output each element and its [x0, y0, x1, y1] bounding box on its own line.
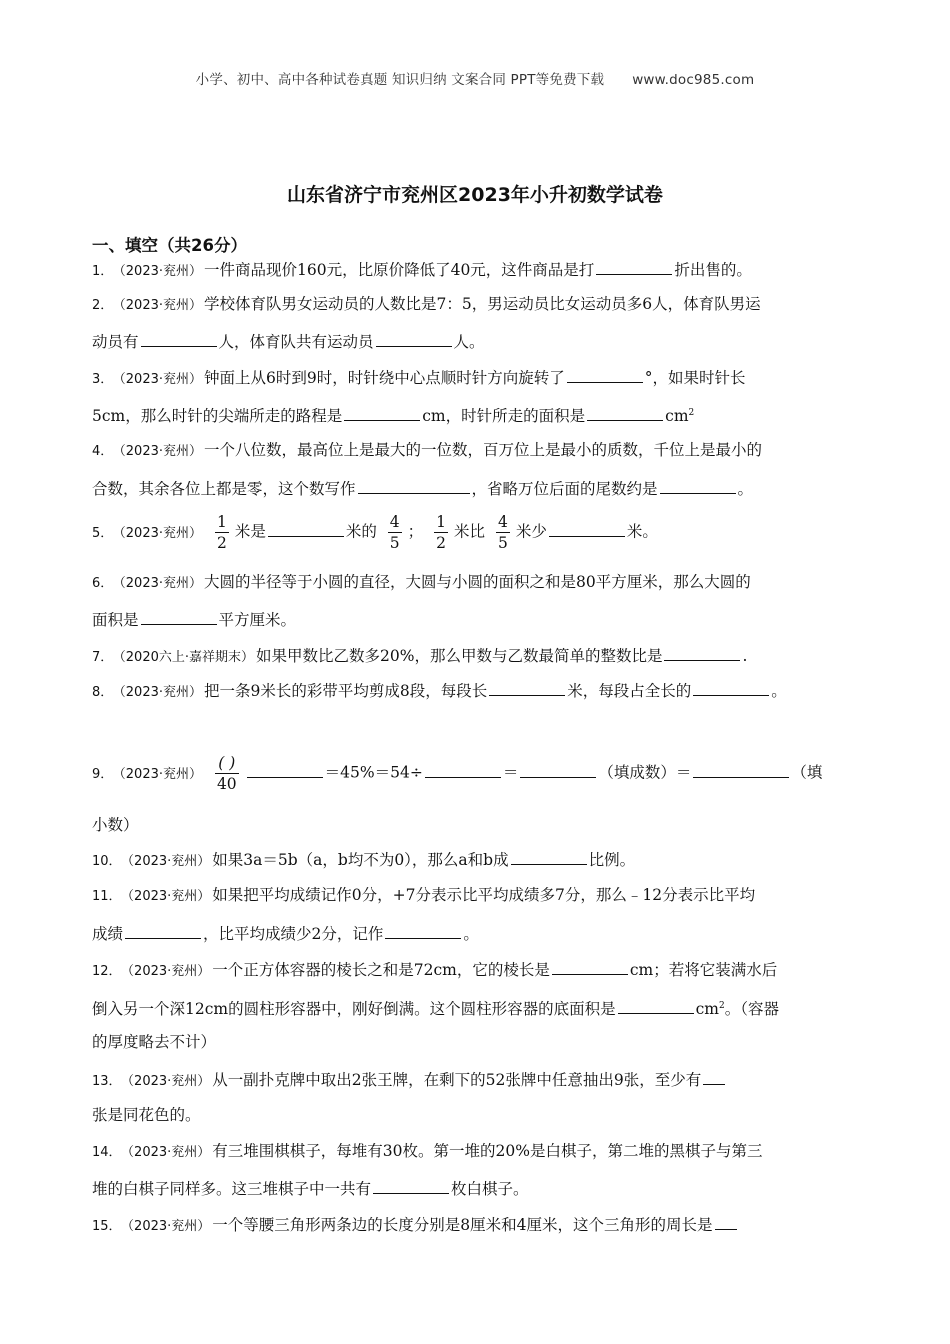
answer-blank[interactable] — [715, 1213, 737, 1230]
question-8: 8． （2023·兖州） 把一条9米长的彩带平均剪成8段，每段长 米，每段占全长的 。 — [92, 679, 862, 704]
question-1: 1． （2023·兖州） 一件商品现价160元，比原价降低了40元，这件商品是打 折出售的。 — [92, 258, 862, 283]
question-11: 11． （2023·兖州） 如果把平均成绩记作0分，+7分表示比平均成绩多7分，那么﹣12分表示比平均 — [92, 886, 756, 904]
answer-blank[interactable] — [125, 922, 201, 939]
answer-blank[interactable] — [141, 330, 217, 347]
answer-blank[interactable] — [385, 922, 461, 939]
answer-blank[interactable] — [664, 644, 740, 661]
answer-blank[interactable] — [489, 679, 565, 696]
question-9: 9． （2023·兖州） $\frac{( )}{40}$ ＝45%＝54÷ ＝ （填成数）＝ （填 — [92, 754, 823, 793]
answer-blank[interactable] — [141, 608, 217, 625]
answer-blank[interactable] — [660, 477, 736, 494]
answer-blank[interactable] — [552, 958, 628, 975]
header-ad-text: 小学、初中、高中各种试卷真题 知识归纳 文案合同 PPT等免费下载 — [195, 72, 605, 88]
answer-blank[interactable] — [247, 761, 323, 778]
answer-blank[interactable] — [344, 404, 420, 421]
question-2-cont: 动员有 人，体育队共有运动员 人。 — [92, 330, 862, 353]
question-14: 14． （2023·兖州） 有三堆围棋棋子，每堆有30枚。第一堆的20%是白棋子，第二堆的黑棋子与第三 — [92, 1142, 763, 1160]
fraction: $\frac{1}{2}$ — [436, 513, 446, 552]
question-3: 3． （2023·兖州） 钟面上从6时到9时，时针绕中心点顺时针方向旋转了 °，如果时针长 — [92, 366, 862, 391]
question-12-cont2: 的厚度略去不计） — [92, 1033, 217, 1051]
question-6-cont: 面积是 平方厘米。 — [92, 608, 862, 631]
question-12: 12． （2023·兖州） 一个正方体容器的棱长之和是72cm，它的棱长是 cm；若将它装满水后 — [92, 958, 862, 983]
question-2: 2． （2023·兖州） 学校体育队男女运动员的人数比是7：5，男运动员比女运动员多6人，体育队男运 — [92, 295, 761, 313]
question-13-cont: 张是同花色的。 — [92, 1106, 201, 1124]
fraction: $\frac{( )}{40}$ — [216, 754, 237, 793]
answer-blank[interactable] — [618, 997, 694, 1014]
answer-blank[interactable] — [693, 761, 789, 778]
question-6: 6． （2023·兖州） 大圆的半径等于小圆的直径，大圆与小圆的面积之和是80平方厘米，那么大圆的 — [92, 573, 751, 591]
question-5: 5． （2023·兖州） $\frac{1}{2}$ 米是 米的 $\frac{4}{5}$ ； $\frac{1}{2}$ 米比 $\frac{4}{5}$ 米少 米。 — [92, 513, 658, 552]
answer-blank[interactable] — [549, 520, 625, 537]
answer-blank[interactable] — [268, 520, 344, 537]
answer-blank[interactable] — [587, 404, 663, 421]
answer-blank[interactable] — [376, 330, 452, 347]
question-10: 10． （2023·兖州） 如果3a＝5b（a，b均不为0），那么a和b成 比例。 — [92, 848, 862, 873]
question-4-cont: 合数，其余各位上都是零，这个数写作 ，省略万位后面的尾数约是 。 — [92, 477, 862, 500]
answer-blank[interactable] — [425, 761, 501, 778]
question-7: 7． （2020六上·嘉祥期末） 如果甲数比乙数多20%，那么甲数与乙数最简单的整数比是 . — [92, 644, 862, 669]
question-9-cont: 小数） — [92, 816, 139, 834]
answer-blank[interactable] — [596, 258, 672, 275]
answer-blank[interactable] — [520, 761, 596, 778]
question-11-cont: 成绩 ，比平均成绩少2分，记作 。 — [92, 922, 862, 945]
header-ad — [0, 68, 950, 88]
question-4: 4． （2023·兖州） 一个八位数，最高位上是最大的一位数，百万位上是最小的质数，千位上是最小的 — [92, 441, 763, 459]
answer-blank[interactable] — [703, 1068, 725, 1085]
section-heading: 一、填空（共26分） — [92, 236, 247, 255]
answer-blank[interactable] — [373, 1177, 449, 1194]
question-14-cont: 堆的白棋子同样多。这三堆棋子中一共有 枚白棋子。 — [92, 1177, 862, 1200]
answer-blank[interactable] — [511, 848, 587, 865]
header-ad-url[interactable]: www.doc985.com — [632, 72, 755, 88]
question-15: 15． （2023·兖州） 一个等腰三角形两条边的长度分别是8厘米和4厘米，这个三角形的周长是 — [92, 1213, 862, 1238]
question-12-cont: 倒入另一个深12cm的圆柱形容器中，刚好倒满。这个圆柱形容器的底面积是 $cm^2$。（容器 — [92, 995, 862, 1020]
fraction: $\frac{4}{5}$ — [497, 513, 508, 552]
question-3-cont: 5cm，那么时针的尖端所走的路程是 cm，时针所走的面积是 $cm^2$ — [92, 402, 862, 427]
fraction: $\frac{4}{5}$ — [389, 513, 400, 552]
answer-blank[interactable] — [358, 477, 470, 494]
fraction: $\frac{1}{2}$ — [216, 513, 227, 552]
answer-blank[interactable] — [693, 679, 769, 696]
question-13: 13． （2023·兖州） 从一副扑克牌中取出2张王牌，在剩下的52张牌中任意抽出9张，至少有 — [92, 1068, 862, 1093]
answer-blank[interactable] — [567, 366, 643, 383]
exam-title: 山东省济宁市兖州区2023年小升初数学试卷 — [287, 184, 663, 206]
